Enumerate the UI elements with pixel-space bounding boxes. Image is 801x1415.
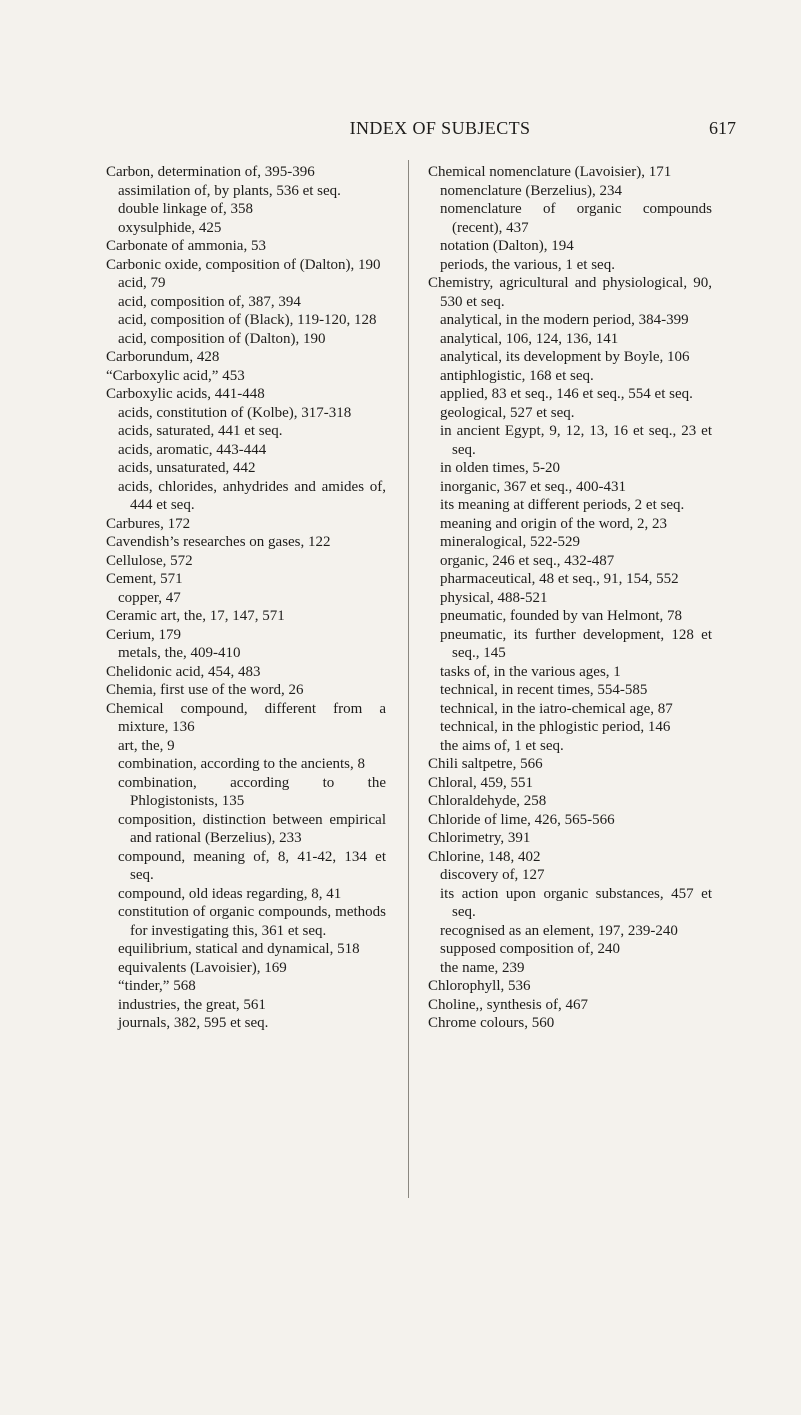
index-entry [428,959,712,978]
index-entry [106,478,390,515]
index-entry-text: tasks of, in the various ages, 1 [440,663,621,680]
index-entry-text: Cellulose, 572 [106,552,193,569]
index-entry-text: its action upon organic substances, 457 et seq. [440,885,716,920]
index-entry-text: Carbon, determination of, 395-396 [106,164,315,180]
index-entry [428,570,712,589]
index-entry [428,1014,712,1033]
index-entry [428,163,712,182]
page-title: INDEX OF SUBJECTS [349,118,531,138]
index-entry-text: the aims of, 1 et seq. [440,737,564,754]
index-entry [106,422,386,441]
index-entry [106,200,386,219]
running-head [120,118,760,142]
index-entry [428,663,712,682]
index-entry [428,718,712,737]
index-entry [428,774,712,793]
index-entry-text: in ancient Egypt, 9, 12, 13, 16 et seq., 23 et seq. [440,423,716,458]
index-entry-text: acids, saturated, 441 et seq. [118,423,283,439]
index-entry-text: Carbonic oxide, composition of (Dalton), 190 [106,256,381,273]
index-entry-text: inorganic, 367 et seq., 400-431 [440,478,626,495]
index-entry-text: antiphlogistic, 168 et seq. [440,367,594,384]
index-entry [428,274,716,311]
index-entry [428,755,712,774]
index-entry-text: Carboxylic acids, 441-448 [106,386,265,402]
index-entry-text: acid, composition of, 387, 394 [118,293,301,310]
index-entry-text: in olden times, 5-20 [440,460,560,476]
index-entry [106,1014,386,1033]
index-entry-text: Chlorophyll, 536 [428,978,531,994]
index-entry-text: pharmaceutical, 48 et seq., 91, 154, 552 [440,571,679,587]
index-entry-text: supposed composition of, 240 [440,941,620,957]
index-entry-text: Chloral, 459, 551 [428,774,533,791]
index-entry [106,515,386,534]
index-entry-text: “Carboxylic acid,” 453 [106,367,245,384]
index-entry-text: Carborundum, 428 [106,349,220,365]
index-entry [106,959,386,978]
index-entry-text: constitution of organic compounds, methods for investigating this, 361 et seq. [118,904,390,939]
index-entry [106,385,386,404]
index-entry-text: industries, the great, 561 [118,996,266,1013]
index-entry [428,848,712,867]
index-entry-text: acids, aromatic, 443-444 [118,441,267,458]
index-entry-text: metals, the, 409-410 [118,645,241,661]
index-entry [428,922,712,941]
index-entry [428,348,712,367]
index-entry-text: technical, in recent times, 554-585 [440,682,648,698]
index-entry-text: Chili saltpetre, 566 [428,756,543,772]
index-entry-text: Chemia, first use of the word, 26 [106,682,304,698]
index-entry [428,256,712,275]
index-entry-text: nomenclature of organic compounds (recent), 437 [440,201,716,236]
index-entry [106,607,386,626]
index-entry-text: applied, 83 et seq., 146 et seq., 554 et seq. [440,386,693,402]
index-entry-text: analytical, its development by Boyle, 106 [440,349,690,365]
index-entry [428,700,712,719]
index-entry-text: the name, 239 [440,959,525,976]
index-entry [428,607,712,626]
index-entry [428,811,712,830]
index-entry [106,811,390,848]
index-entry [106,311,386,330]
index-entry [428,681,712,700]
index-entry [106,348,386,367]
index-entry-text: notation (Dalton), 194 [440,238,574,254]
index-entry-text: journals, 382, 595 et seq. [118,1015,269,1031]
index-entry-text: nomenclature (Berzelius), 234 [440,182,623,199]
index-entry [106,404,386,423]
index-entry-text: combination, according to the Phlogistonists, 135 [118,774,390,809]
index-entry [106,663,386,682]
index-entry [428,866,712,885]
index-entry-text: composition, distinction between empirical and rational (Berzelius), 233 [118,811,390,846]
index-entry [428,330,712,349]
index-entry-text: mineralogical, 522-529 [440,534,580,550]
index-entry-text: Chlorimetry, 391 [428,830,531,846]
index-entry [106,644,386,663]
index-entry-text: Chloraldehyde, 258 [428,793,547,809]
index-entry-text: Chrome colours, 560 [428,1015,555,1031]
index-entry [428,589,712,608]
index-entry [428,552,712,571]
index-column-right [428,163,716,1033]
index-entry [428,459,712,478]
index-entry-text: Chloride of lime, 426, 565-566 [428,811,615,828]
index-entry-text: geological, 527 et seq. [440,404,575,421]
index-entry [106,626,386,645]
index-entry [428,626,716,663]
index-entry-text: meaning and origin of the word, 2, 23 [440,515,668,532]
index-entry [106,441,386,460]
index-entry [106,237,386,256]
index-column-left [106,163,390,1033]
index-entry-text: acids, chlorides, anhydrides and amides of, 444 et seq. [118,478,390,513]
index-entry [106,533,386,552]
index-entry [428,496,712,515]
index-entry [106,774,390,811]
index-entry [428,940,712,959]
index-entry [428,367,712,386]
index-entry [106,219,386,238]
index-entry [428,737,712,756]
index-entry [428,515,712,534]
index-entry-text: Cement, 571 [106,571,183,587]
index-entry-text: organic, 246 et seq., 432-487 [440,552,615,569]
index-entry [106,977,386,996]
index-entry [106,885,386,904]
index-entry [106,996,386,1015]
index-entry-text: Chemical compound, different from a mixture, 136 [106,700,390,735]
index-entry [106,681,386,700]
index-entry [106,330,386,349]
index-entry [428,404,712,423]
index-entry [428,829,712,848]
index-entry-text: equilibrium, statical and dynamical, 518 [118,941,360,957]
index-entry [106,700,390,737]
index-entry-text: analytical, in the modern period, 384-399 [440,312,689,328]
index-entry [106,589,386,608]
index-entry-text: analytical, 106, 124, 136, 141 [440,330,619,347]
index-entry-text: discovery of, 127 [440,867,545,883]
index-entry [106,459,386,478]
index-entry [428,311,712,330]
index-entry-text: equivalents (Lavoisier), 169 [118,959,287,976]
index-entry-text: Chelidonic acid, 454, 483 [106,663,261,680]
index-entry [106,182,386,201]
index-entry [428,478,712,497]
index-entry-text: pneumatic, founded by van Helmont, 78 [440,608,683,624]
column-divider [408,160,409,1198]
index-entry-text: its meaning at different periods, 2 et seq. [440,497,685,513]
index-entry [106,903,390,940]
index-entry-text: art, the, 9 [118,737,175,754]
index-entry [106,552,386,571]
index-entry-text: oxysulphide, 425 [118,219,222,236]
index-entry-text: physical, 488-521 [440,589,548,606]
index-entry-text: combination, according to the ancients, 8 [118,756,366,772]
index-entry-text: Ceramic art, the, 17, 147, 571 [106,608,285,624]
index-entry-text: acids, constitution of (Kolbe), 317-318 [118,404,352,421]
index-entry-text: recognised as an element, 197, 239-240 [440,922,678,939]
index-entry-text: acid, 79 [118,275,166,291]
index-entry-text: Chlorine, 148, 402 [428,848,541,865]
index-entry-text: double linkage of, 358 [118,201,253,217]
index-entry-text: acids, unsaturated, 442 [118,460,256,476]
index-entry [106,570,386,589]
index-entry-text: Choline,, synthesis of, 467 [428,996,588,1013]
index-entry-text: technical, in the phlogistic period, 146 [440,719,671,735]
index-entry [106,755,386,774]
index-entry-text: copper, 47 [118,589,181,606]
index-entry [106,737,386,756]
index-entry-text: Chemical nomenclature (Lavoisier), 171 [428,164,672,180]
index-entry-text: Carbonate of ammonia, 53 [106,238,266,254]
index-entry [428,533,712,552]
index-entry-text: pneumatic, its further development, 128 et seq., 145 [440,626,716,661]
index-entry-text: Carbures, 172 [106,515,191,532]
index-entry-text: compound, old ideas regarding, 8, 41 [118,885,342,902]
index-entry [106,848,390,885]
index-entry [428,200,716,237]
index-entry [428,422,716,459]
index-entry [106,274,386,293]
index-entry [428,792,712,811]
index-entry-text: acid, composition of (Black), 119-120, 128 [118,312,377,328]
index-entry-text: Cerium, 179 [106,626,181,643]
index-entry [106,256,386,275]
index-entry [106,367,386,386]
index-entry [428,996,712,1015]
index-entry [428,385,712,404]
index-entry [106,163,386,182]
page-number: 617 [709,118,736,138]
index-entry-text: “tinder,” 568 [118,978,196,994]
index-entry [106,293,386,312]
index-entry-text: compound, meaning of, 8, 41-42, 134 et seq. [118,848,390,883]
index-entry-text: technical, in the iatro-chemical age, 87 [440,700,673,717]
index-entry [428,182,712,201]
index-entry-text: acid, composition of (Dalton), 190 [118,330,326,347]
index-entry [428,885,716,922]
index-entry-text: periods, the various, 1 et seq. [440,256,615,273]
index-entry-text: Chemistry, agricultural and physiological, 90, 530 et seq. [428,275,716,310]
index-entry [106,940,386,959]
index-entry [428,977,712,996]
index-entry-text: assimilation of, by plants, 536 et seq. [118,182,341,199]
index-entry [428,237,712,256]
index-entry-text: Cavendish’s researches on gases, 122 [106,534,331,550]
